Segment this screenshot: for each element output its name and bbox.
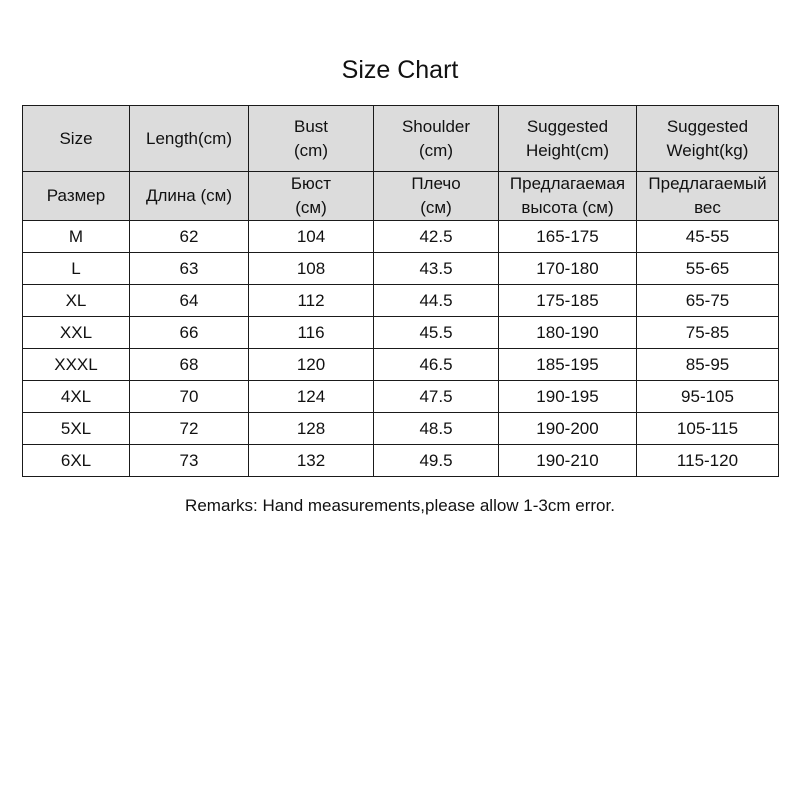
header-length: Length(cm)	[130, 106, 249, 172]
header-row-russian	[23, 172, 779, 221]
table-row	[23, 413, 779, 445]
header-size-ru: Размер	[23, 172, 130, 221]
header-shoulder-ru: Плечо (см)	[374, 172, 499, 221]
cell-size: 4XL	[23, 381, 130, 413]
cell-weight: 95-105	[637, 381, 779, 413]
cell-height: 170-180	[499, 253, 637, 285]
cell-size: XXL	[23, 317, 130, 349]
page-title: Size Chart	[341, 56, 459, 84]
cell-weight: 65-75	[637, 285, 779, 317]
cell-length: 70	[130, 381, 249, 413]
cell-length: 63	[130, 253, 249, 285]
cell-shoulder: 47.5	[374, 381, 499, 413]
header-shoulder: Shoulder (cm)	[374, 106, 499, 172]
cell-bust: 116	[249, 317, 374, 349]
cell-size: M	[23, 221, 130, 253]
cell-length: 64	[130, 285, 249, 317]
cell-height: 185-195	[499, 349, 637, 381]
cell-bust: 132	[249, 445, 374, 477]
size-chart-table	[22, 105, 779, 477]
cell-height: 175-185	[499, 285, 637, 317]
header-height-ru: Предлагаемая высота (см)	[499, 172, 637, 221]
cell-size: XXXL	[23, 349, 130, 381]
header-bust: Bust (cm)	[249, 106, 374, 172]
cell-weight: 55-65	[637, 253, 779, 285]
cell-weight: 105-115	[637, 413, 779, 445]
cell-bust: 108	[249, 253, 374, 285]
cell-bust: 124	[249, 381, 374, 413]
cell-shoulder: 42.5	[374, 221, 499, 253]
table-row	[23, 381, 779, 413]
cell-size: XL	[23, 285, 130, 317]
cell-weight: 85-95	[637, 349, 779, 381]
cell-bust: 128	[249, 413, 374, 445]
table-row	[23, 349, 779, 381]
cell-shoulder: 43.5	[374, 253, 499, 285]
cell-length: 66	[130, 317, 249, 349]
cell-length: 62	[130, 221, 249, 253]
cell-weight: 115-120	[637, 445, 779, 477]
cell-size: 5XL	[23, 413, 130, 445]
cell-bust: 104	[249, 221, 374, 253]
header-weight: Suggested Weight(kg)	[637, 106, 779, 172]
remarks-note: Remarks: Hand measurements,please allow 1-3cm error.	[185, 496, 615, 515]
table-row	[23, 317, 779, 349]
table-row	[23, 221, 779, 253]
cell-height: 190-210	[499, 445, 637, 477]
header-length-ru: Длина (см)	[130, 172, 249, 221]
cell-height: 165-175	[499, 221, 637, 253]
cell-length: 72	[130, 413, 249, 445]
cell-weight: 75-85	[637, 317, 779, 349]
cell-weight: 45-55	[637, 221, 779, 253]
table-row	[23, 445, 779, 477]
header-height: Suggested Height(cm)	[499, 106, 637, 172]
cell-bust: 112	[249, 285, 374, 317]
header-size: Size	[23, 106, 130, 172]
header-row-english	[23, 106, 779, 172]
cell-shoulder: 46.5	[374, 349, 499, 381]
cell-length: 73	[130, 445, 249, 477]
cell-shoulder: 44.5	[374, 285, 499, 317]
cell-bust: 120	[249, 349, 374, 381]
table-row	[23, 253, 779, 285]
cell-length: 68	[130, 349, 249, 381]
header-weight-ru: Предлагаемый вес	[637, 172, 779, 221]
cell-size: L	[23, 253, 130, 285]
cell-height: 180-190	[499, 317, 637, 349]
cell-size: 6XL	[23, 445, 130, 477]
cell-height: 190-200	[499, 413, 637, 445]
cell-shoulder: 49.5	[374, 445, 499, 477]
table-row	[23, 285, 779, 317]
cell-shoulder: 45.5	[374, 317, 499, 349]
cell-height: 190-195	[499, 381, 637, 413]
cell-shoulder: 48.5	[374, 413, 499, 445]
header-bust-ru: Бюст (см)	[249, 172, 374, 221]
